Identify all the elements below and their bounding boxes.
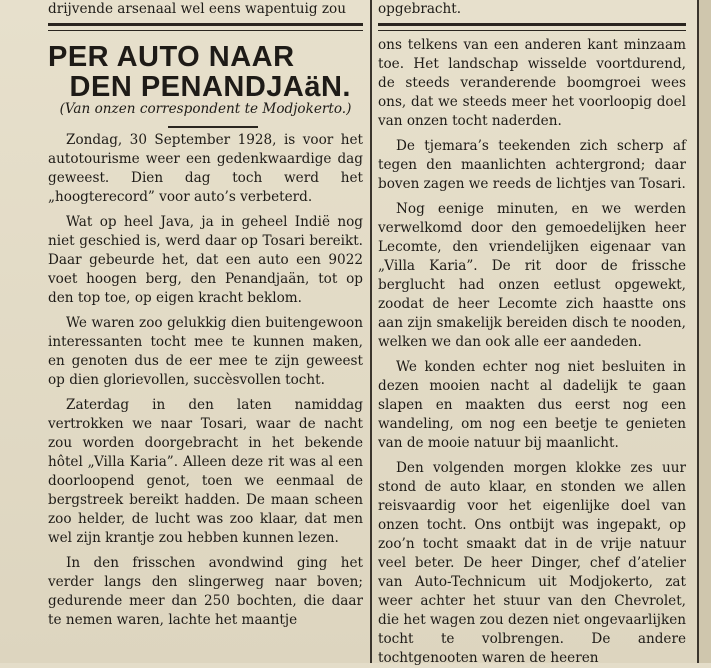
paragraph: In den frisschen avondwind ging het verder langs den slingerweg naar boven; gedurende meer dan 250 bochten, die daar te nemen waren, lachte het maantje [48,555,363,628]
right-column [378,0,686,666]
headline-line-1: PER AUTO NAAR [48,41,295,73]
column-divider [370,0,372,663]
left-top-line: drijvende arsenaal wel eens wapentuig zou [48,1,346,17]
paragraph: De tjemara’s teekenden zich scherp af tegen den maanlichten achtergrond; daar boven zagen we reeds de lichtjes van Tosari. [378,138,686,192]
paragraph: Den volgenden morgen klokke zes uur stond de auto klaar, en stonden we allen reisvaardig voor het eigenlijke doel van onzen tocht. Ons ontbijt was ingepakt, op zoo’n tocht smaakt dat in de vrije natuur veel beter. De heer Dinger, chef d’atelier van Auto-Technicum uit Modjokerto, zat weer achter het stuur van den Chevrolet, die het wagen zou dezen niet ongevaarlijken tocht te volbrengen. De andere tochtgenooten waren de heeren [378,460,686,666]
header-rule [48,23,363,26]
paragraph: Zondag, 30 September 1928, is voor het autotourisme weer een gedenkwaardige dag geweest. Dien dag toch werd het „hoogterecord” voor auto’s verbeterd. [48,132,363,205]
paragraph: ons telkens van een anderen kant minzaam toe. Het landschap wisselde voortdurend, de steeds veranderende boomgroei wees ons, dat we steeds meer het voorloopig doel van onzen tocht naderden. [378,37,686,129]
paragraph: Nog eenige minuten, en we werden verwelkomd door den gemoedelijken heer Lecomte, den vriendelijken eigenaar van „Villa Karia”. De rit door de frissche berglucht had onzen eetlust opgewekt, zoodat de heer Lecomte zich haastte ons aan zijn smakelijk bereiden disch te nooden, welken we dan ook alle eer aandeden. [378,201,686,350]
paragraph: Zaterdag in den laten namiddag vertrokken we naar Tosari, waar de nacht zou worden doorgebracht in het bekende hôtel „Villa Karia”. Alleen deze rit was al een doorloopend genot, toen we eenmaal de bergstreek bereikt hadden. De maan scheen zoo helder, de lucht was zoo klaar, dat men wel zijn krantje zou hebben kunnen lezen. [48,397,363,546]
right-header-rule-thin [378,30,686,31]
left-article-body [48,131,363,630]
left-column [48,0,363,663]
byline: (Van onzen correspondent te Modjokerto.) [59,101,352,117]
right-article-body [378,36,686,668]
header-rule-thin [48,30,363,31]
right-top-line: opgebracht. [378,1,462,17]
paragraph: We konden echter nog niet besluiten in dezen mooien nacht al dadelijk te gaan slapen en maakten dus eerst nog een wandeling, om nog een beetje te genieten van de mooie natuur bij maanlicht. [378,359,686,451]
adjacent-column-edge [697,0,711,663]
byline-rule [168,126,258,128]
paragraph: Wat op heel Java, ja in geheel Indië nog niet geschied is, werd daar op Tosari bereikt. Daar gebeurde het, dat een auto een 9022 voet hoogen berg, den Penandjaän, tot op den top toe, op eigen kracht beklom. [48,214,363,306]
headline-line-2: DEN PENANDJAäN. [69,71,351,103]
right-header-rule [378,23,686,26]
paragraph: We waren zoo gelukkig dien buitengewoon interessanten tocht mee te kunnen maken, en genoten dus de eer mee te zijn geweest op dien glorievollen, succèsvollen tocht. [48,315,363,388]
